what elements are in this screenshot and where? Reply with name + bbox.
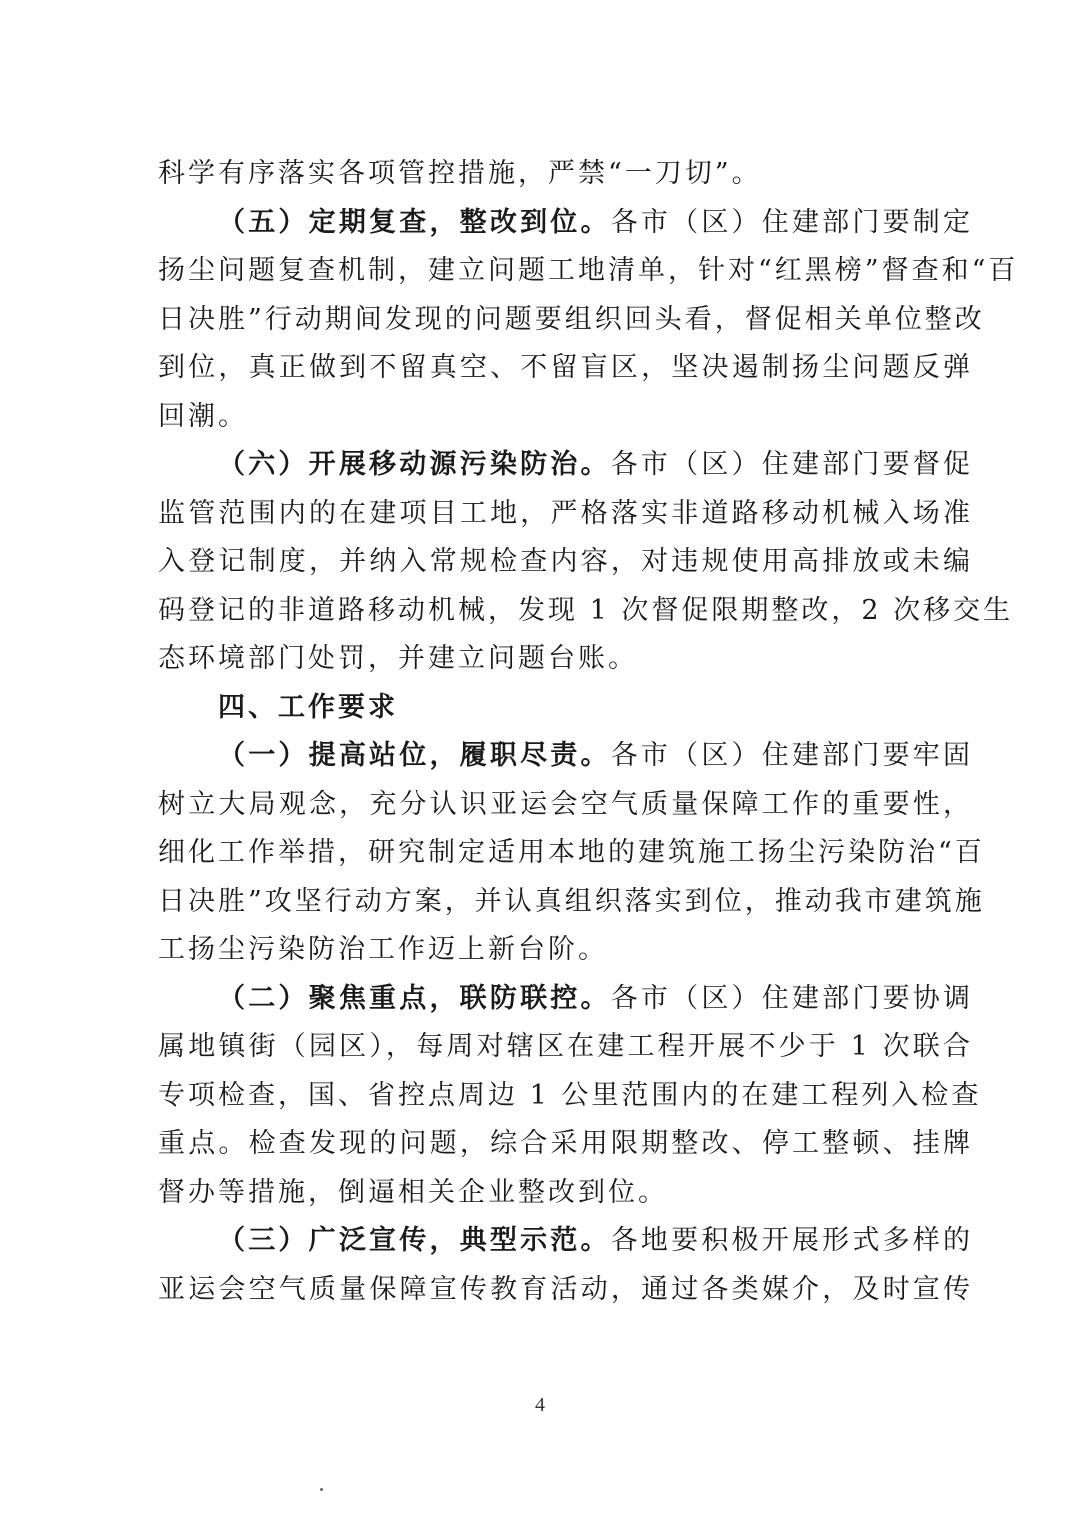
paragraph-line: 日决胜”行动期间发现的问题要组织回头看，督促相关单位整改: [158, 303, 985, 335]
page-number: 4: [535, 1394, 545, 1416]
paragraph-line: [158, 732, 973, 781]
paragraph-line: [158, 441, 973, 490]
section-text: 各市（区）住建部门要协调: [610, 982, 974, 1014]
paragraph-line: 亚运会空气质量保障宣传教育活动，通过各类媒介，及时宣传: [158, 1273, 973, 1305]
paragraph-line: 科学有序落实各项管控措施，严禁“一刀切”。: [158, 158, 762, 189]
section-title: （六）开展移动源污染防治。: [218, 449, 611, 480]
paragraph-line: 督办等措施，倒逼相关企业整改到位。: [158, 1176, 668, 1208]
section-text: 各市（区）住建部门要督促: [610, 449, 974, 480]
paragraph-line: 态环境部门处罚，并建立问题台账。: [158, 643, 638, 674]
paragraph-line: 监管范围内的在建项目工地，严格落实非道路移动机械入场准: [158, 497, 973, 529]
section-title: （一）提高站位，履职尽责。: [218, 740, 611, 771]
paragraph-line: 入登记制度，并纳入常规检查内容，对违规使用高排放或未编: [158, 546, 973, 577]
paragraph-line: [158, 199, 973, 248]
scan-speck: [320, 1488, 323, 1491]
paragraph-line: 专项检查，国、省控点周边 1 公里范围内的在建工程列入检查: [158, 1079, 982, 1111]
section-text: 各地要积极开展形式多样的: [610, 1225, 974, 1256]
paragraph-line: 重点。检查发现的问题，综合采用限期整改、停工整顿、挂牌: [158, 1128, 973, 1159]
document-body: [158, 150, 1019, 1314]
paragraph-line: 细化工作举措，研究制定适用本地的建筑施工扬尘污染防治“百: [158, 837, 985, 868]
paragraph-line: 工扬尘污染防治工作迈上新台阶。: [158, 934, 608, 965]
paragraph-line: [158, 975, 973, 1024]
chapter-heading: 四、工作要求: [218, 691, 398, 723]
paragraph-line: 回潮。: [158, 400, 248, 432]
section-title: （三）广泛宣传，典型示范。: [218, 1225, 611, 1256]
paragraph-line: 到位，真正做到不留真空、不留盲区，坚决遏制扬尘问题反弹: [158, 352, 973, 383]
paragraph-line: 码登记的非道路移动机械，发现 1 次督促限期整改，2 次移交生: [158, 594, 1014, 626]
paragraph-line: 日决胜”攻坚行动方案，并认真组织落实到位，推动我市建筑施: [158, 885, 985, 917]
section-title: （二）聚焦重点，联防联控。: [218, 982, 611, 1014]
paragraph-line: [158, 1217, 973, 1266]
section-title: （五）定期复查，整改到位。: [218, 206, 611, 238]
paragraph-line: 树立大局观念，充分认识亚运会空气质量保障工作的重要性，: [158, 788, 973, 820]
paragraph-line: 扬尘问题复查机制，建立问题工地清单，针对“红黑榜”督查和“百: [158, 255, 1019, 286]
section-text: 各市（区）住建部门要制定: [610, 206, 974, 238]
paragraph-line: 属地镇街（园区），每周对辖区在建工程开展不少于 1 次联合: [158, 1031, 973, 1062]
section-text: 各市（区）住建部门要牢固: [610, 740, 974, 771]
